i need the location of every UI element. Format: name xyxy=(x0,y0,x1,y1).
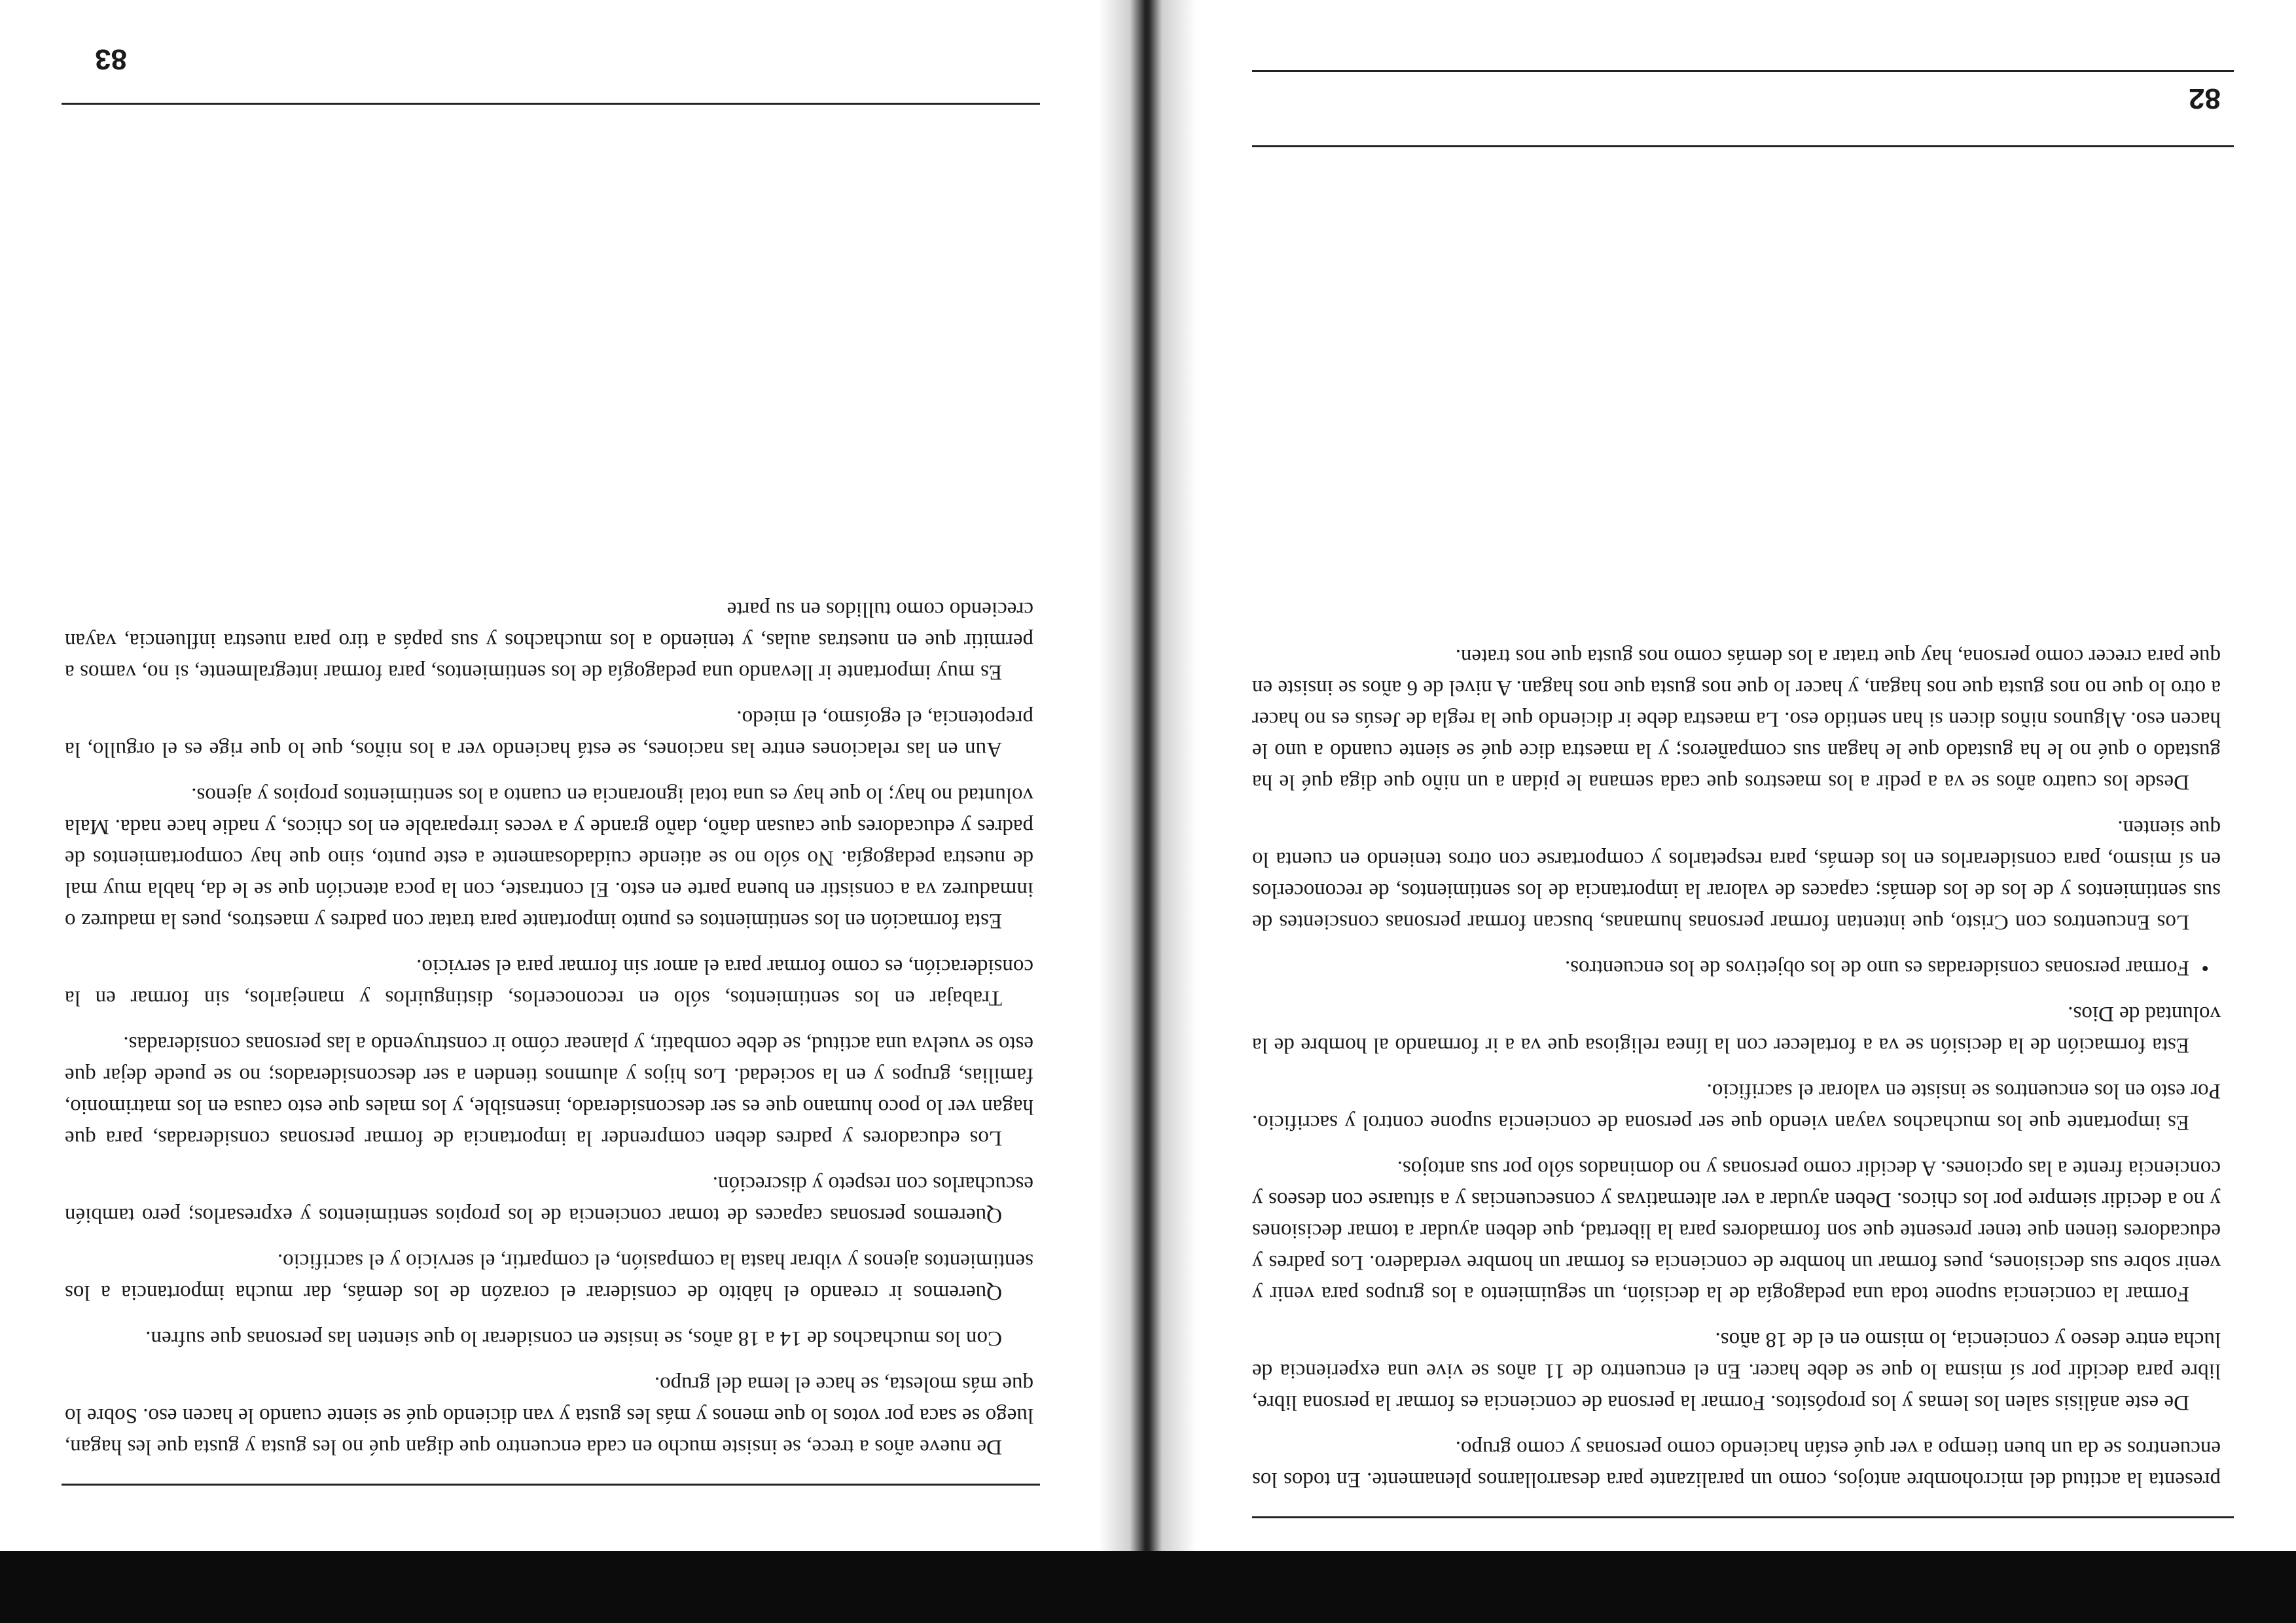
top-rule-83 xyxy=(62,1484,1040,1486)
paragraph: Es importante que los muchachos vayan viendo que ser persona de conciencia supone control y sacrificio. Por esto en los encuentros se insiste en valorar el sacrificio. xyxy=(1252,1079,2221,1134)
text-block-83 xyxy=(65,579,1033,1463)
scanner-edge xyxy=(0,1551,2296,1623)
top-rule-82 xyxy=(1252,1516,2234,1518)
bottom-rule-82-b xyxy=(1252,70,2234,72)
paragraph: Queremos personas capaces de tomar conciencia de los propios sentimientos y expresarlos; pero también escucharlos con respeto y discreción. xyxy=(65,1172,1033,1227)
bullet-icon: • xyxy=(2201,956,2209,980)
paragraph: Esta formación de la decisión se va a fortalecer con la línea religiosa que va a ir formando al hombre de la voluntad de Dios. xyxy=(1252,1002,2221,1057)
text-block-82 xyxy=(1252,626,2221,1495)
paragraph: Es muy importante ir llevando una pedagogía de los sentimientos, para formar integralmente, si no, vamos a permitir que en nuestras aulas, y teniendo a los muchachos y sus papás a tiro para nuestra influencia, vayan creciendo como tullidos en su parte xyxy=(65,597,1033,684)
paragraph: Aun en las relaciones entre las naciones, se está haciendo ver a los niños, que lo que rige es el orgullo, la prepotencia, el egoísmo, el miedo. xyxy=(65,706,1033,761)
paragraph: Los educadores y padres deben comprender la importancia de formar personas consideradas, para que hagan ver lo poco humano que es ser desconsiderado, insensible, y los males que esto causa en los matrimonio, familias, grupos y en la sociedad. Los hijos y alumnos tienden a ser desconsiderados; no se puede dejar que esto se vuelva una actitud, se debe combatir, y planear cómo ir construyendo a las personas consideradas. xyxy=(65,1032,1033,1150)
book-gutter xyxy=(1098,0,1196,1551)
page-82 xyxy=(1148,0,2296,1551)
paragraph: Formar la conciencia supone toda una pedagogía de la decisión, un seguimiento a los grupos para venir y venir sobre sus decisiones, pues formar un hombre de conciencia es formar un hombre verdadero. Los padres y educadores tienen que tener presente que son formadores para la libertad, que deben ayudar a tomar decisiones y no a decidir siempre por los chicos. Deben ayudar a ver alternativas y consecuencias y a situarse con deseos y conciencia frente a las opciones. A decidir como personas y no dominados sólo por sus antojos. xyxy=(1252,1156,2221,1306)
bullet-text: Formar personas consideradas es uno de los objetivos de los encuentros. xyxy=(1564,956,2189,980)
paragraph: Con los muchachos de 14 a 18 años, se insiste en considerar lo que sienten las personas que sufren. xyxy=(145,1327,1002,1350)
paragraph: Trabajar en los sentimientos, sólo en reconocerlos, distinguirlos y manejarlos, sin formar en la consideración, es como formar para el amor sin formar para el servicio. xyxy=(65,955,1033,1010)
page-number-83: 83 xyxy=(95,43,127,75)
paragraph: presenta la actitud del microhombre antojos, como un paralizante para desarrollarnos plenamente. En todos los encuentros se da un buen tiempo a ver qué están haciendo como personas y como grupo. xyxy=(1252,1436,2221,1491)
paragraph: Los Encuentros con Cristo, que intentan formar personas humanas, buscan formar personas conscientes de sus sentimientos y de los de los demás; capaces de valorar la importancia de los sentimientos, de reconocerlos en sí mismo, para considerarlos en los demás, para respetarlos y comportarse con otros teniendo en cuenta lo que sienten. xyxy=(1252,816,2221,934)
paragraph: Desde los cuatro años se va a pedir a los maestros que cada semana le pidan a un niño que diga qué le ha gustado o qué no le ha gustado que le hagan sus compañeros; y la maestra dice qué se siente cuando a uno le hacen eso. Algunos niños dicen si han sentido eso. La maestra debe ir diciendo que la regla de Jesús es no hacer a otro lo que no nos gusta que nos hagan, y hacer lo que nos gusta que nos hagan. A nivel de 6 años se insiste en que para crecer como persona, hay que tratar a los demás como nos gusta que nos traten. xyxy=(1252,645,2221,794)
bottom-rule-82-a xyxy=(1252,145,2234,147)
bottom-rule-83 xyxy=(62,103,1040,105)
paragraph: De nueve años a trece, se insiste mucho en cada encuentro que digan qué no les gusta y gusta que les hagan, luego se saca por votos lo que menos y más les gusta y van diciendo qué se siente cuando le hacen eso. Sobre lo que más molesta, se hace el lema del grupo. xyxy=(65,1372,1033,1459)
page-83 xyxy=(0,0,1148,1551)
paragraph: Queremos ir creando el hábito de considerar el corazón de los demás, dar mucha importancia a los sentimientos ajenos y vibrar hasta la compasión, el compartir, el servicio y el sacrificio. xyxy=(65,1249,1033,1304)
paragraph: Esta formación en los sentimientos es punto importante para tratar con padres y maestros, pues la madurez o inmadurez va a consistir en buena parte en esto. El contraste, con la poca atención que se le da, habla muy mal de nuestra pedagogía. No sólo no se atiende cuidadosamente a este punto, sino que hay comportamientos de padres y educadores que causan daño, daño grande y a veces irreparable en los chicos, y nadie hace nada. Mala voluntad no hay; lo que hay es una total ignorancia en cuanto a los sentimientos propios y ajenos. xyxy=(65,783,1033,933)
paragraph: De este análisis salen los lemas y los propósitos. Formar la persona de conciencia es formar la persona libre, libre para decidir por sí misma lo que se debe hacer. En el encuentro de 11 años se vive una experiencia de lucha entre deseo y conciencia, lo mismo en el de 18 años. xyxy=(1252,1328,2221,1414)
bullet-item xyxy=(1252,952,2221,984)
page-number-82: 82 xyxy=(2189,82,2221,115)
